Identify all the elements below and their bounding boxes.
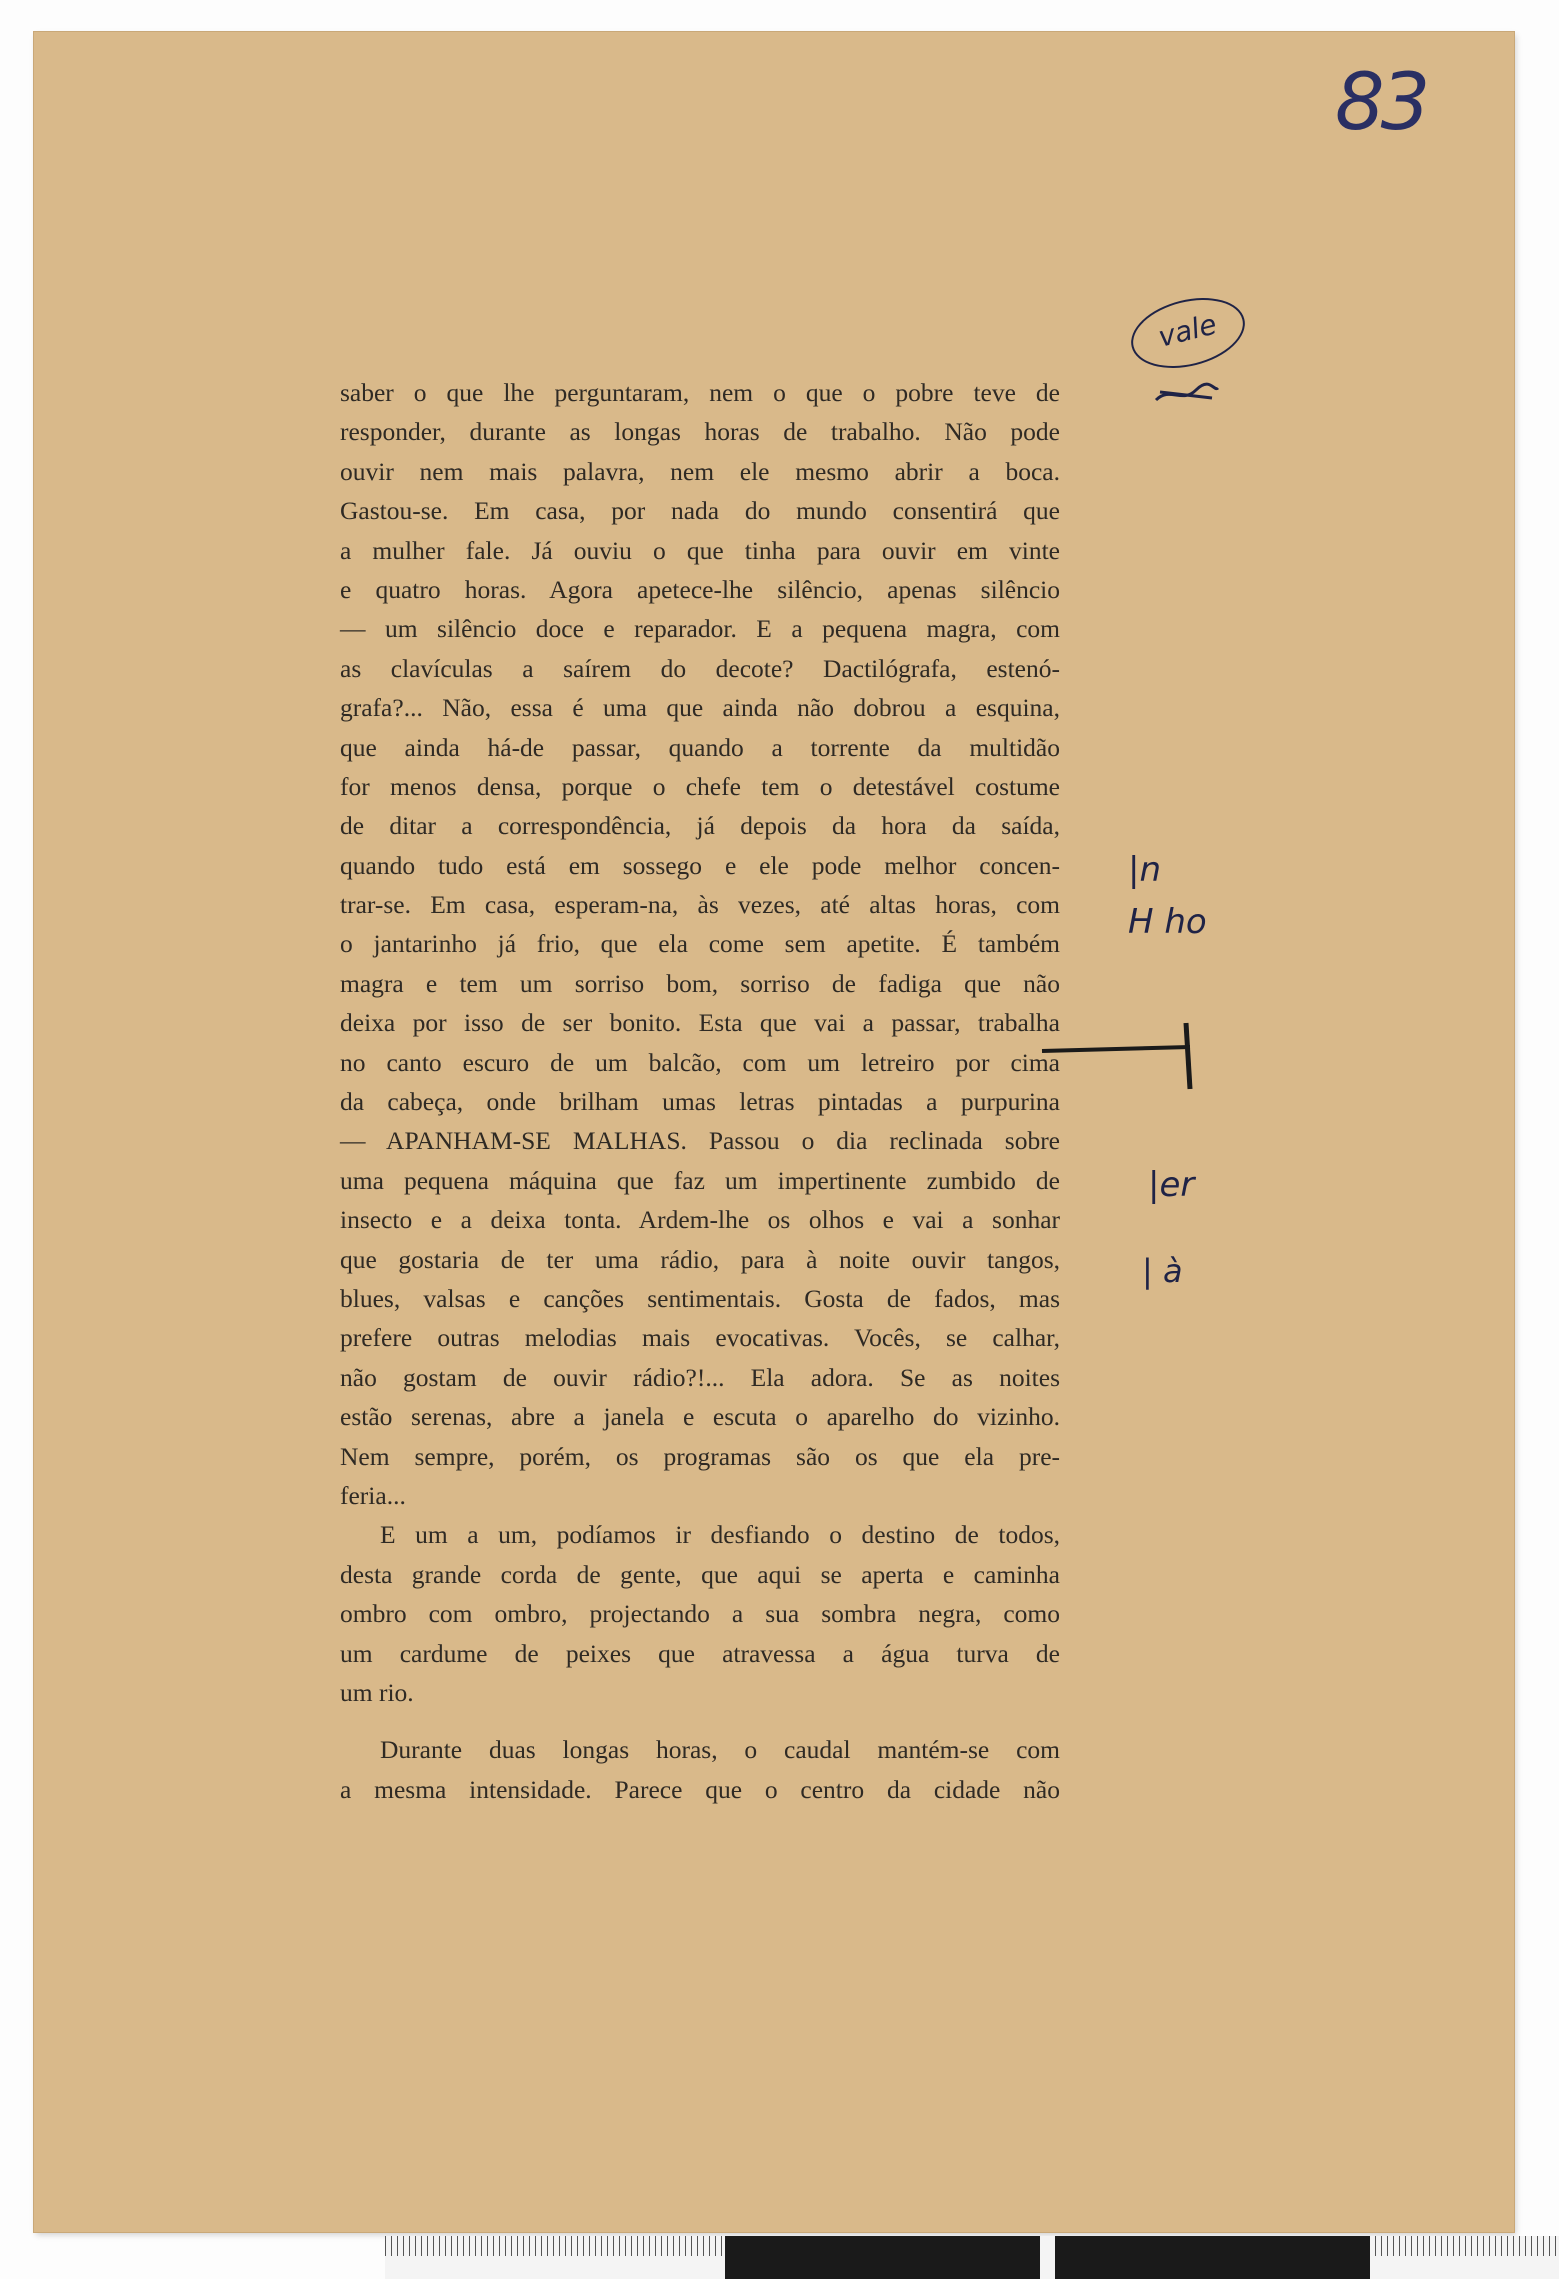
paragraph-2: [340, 1515, 1060, 1712]
text-line: as clavículas a saírem do decote? Dactilógrafa, estenó-: [340, 653, 1060, 683]
text-line: — um silêncio doce e reparador. E a pequena magra, com: [340, 614, 1060, 644]
text-line: estão serenas, abre a janela e escuta o aparelho do vizinho.: [340, 1402, 1060, 1432]
text-line: E um a um, podíamos ir desfiando o destino de todos,: [380, 1520, 1060, 1550]
text-line: — APANHAM-SE MALHAS. Passou o dia reclinada sobre: [340, 1126, 1060, 1156]
margin-note-1: |n: [1128, 850, 1162, 890]
paragraph-1: [340, 373, 1060, 1515]
text-line: um cardume de peixes que atravessa a água turva de: [340, 1638, 1060, 1668]
text-line: Nem sempre, porém, os programas são os que ela pre-: [340, 1441, 1060, 1471]
text-line: quando tudo está em sossego e ele pode melhor concen-: [340, 850, 1060, 880]
text-line: desta grande corda de gente, que aqui se aperta e caminha: [340, 1559, 1060, 1589]
page-number: 83: [1335, 58, 1427, 148]
text-line: blues, valsas e canções sentimentais. Gosta de fados, mas: [340, 1283, 1060, 1313]
text-line: deixa por isso de ser bonito. Esta que vai a passar, trabalha: [340, 1008, 1060, 1038]
text-line: grafa?... Não, essa é uma que ainda não dobrou a esquina,: [340, 693, 1060, 723]
text-line: ombro com ombro, projectando a sua sombra negra, como: [340, 1599, 1060, 1629]
paragraph-3: [340, 1730, 1060, 1809]
margin-note-2: H ho: [1128, 902, 1207, 942]
text-line: a mulher fale. Já ouviu o que tinha para ouvir em vinte: [340, 535, 1060, 565]
text-line: Gastou-se. Em casa, por nada do mundo consentirá que: [340, 496, 1060, 526]
text-line: a mesma intensidade. Parece que o centro da cidade não: [340, 1774, 1060, 1804]
text-line: insecto e a deixa tonta. Ardem-lhe os olhos e vai a sonhar: [340, 1205, 1060, 1235]
scale-ruler: [385, 2236, 1559, 2279]
color-bar: [725, 2236, 1040, 2279]
text-line: e quatro horas. Agora apetece-lhe silêncio, apenas silêncio: [340, 574, 1060, 604]
text-line: da cabeça, onde brilham umas letras pintadas a purpurina: [340, 1087, 1060, 1117]
text-line: o jantarinho já frio, que ela come sem apetite. É também: [340, 929, 1060, 959]
ruler-ticks: [1375, 2236, 1559, 2256]
text-line: trar-se. Em casa, esperam-na, às vezes, até altas horas, com: [340, 890, 1060, 920]
text-line: responder, durante as longas horas de trabalho. Não pode: [340, 417, 1060, 447]
text-line: não gostam de ouvir rádio?!... Ela adora. Se as noites: [340, 1362, 1060, 1392]
margin-note-3: |er: [1148, 1165, 1195, 1205]
text-line: ouvir nem mais palavra, nem ele mesmo abrir a boca.: [340, 456, 1060, 486]
text-line: for menos densa, porque o chefe tem o detestável costume: [340, 771, 1060, 801]
margin-note-vale-text: vale: [1154, 307, 1220, 354]
text-line: saber o que lhe perguntaram, nem o que o pobre teve de: [340, 378, 1060, 407]
color-bar: [1055, 2236, 1370, 2279]
text-line: prefere outras melodias mais evocativas. Vocês, se calhar,: [340, 1323, 1060, 1353]
text-line: uma pequena máquina que faz um impertinente zumbido de: [340, 1165, 1060, 1195]
body-text: [340, 373, 1060, 1809]
text-line: que gostaria de ter uma rádio, para à noite ouvir tangos,: [340, 1244, 1060, 1274]
text-line: de ditar a correspondência, já depois da hora da saída,: [340, 811, 1060, 841]
text-line: que ainda há-de passar, quando a torrente da multidão: [340, 732, 1060, 762]
strike-mark: [1152, 378, 1222, 408]
insertion-mark-icon: [1040, 1015, 1200, 1095]
strike-mark-icon: [1152, 378, 1222, 408]
text-line: Durante duas longas horas, o caudal mantém-se com: [380, 1735, 1060, 1765]
text-line: no canto escuro de um balcão, com um letreiro por cima: [340, 1047, 1060, 1077]
ruler-ticks: [385, 2236, 725, 2256]
text-line: feria...: [340, 1480, 406, 1510]
margin-note-4: | à: [1142, 1252, 1183, 1290]
text-line: um rio.: [340, 1677, 414, 1707]
text-line: magra e tem um sorriso bom, sorriso de fadiga que não: [340, 968, 1060, 998]
